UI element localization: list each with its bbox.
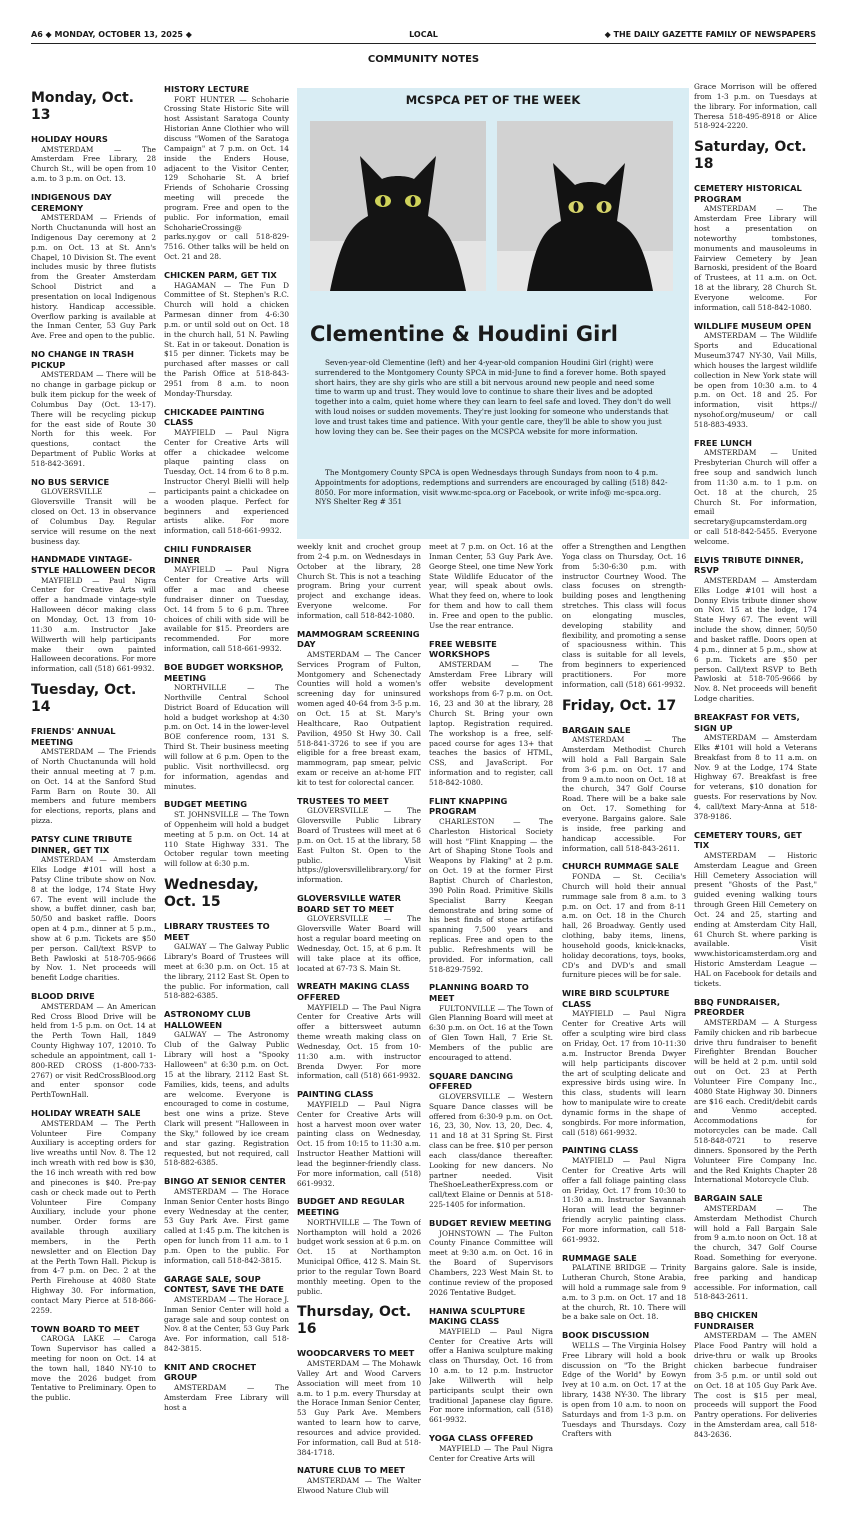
notice-heading: NATURE CLUB TO MEET [297, 1465, 405, 1476]
notice-body: AMSTERDAM — Historic Amsterdam League and Green Hill Cemetery Association will present "Ghosts of the Past," guided evening walking tours through Green Hill Cemetery on Oct. 24 and 25, starting and ending at Amsterdam City Hall, 61 Church St. where parking is available. Visit www.historicamsterdam.org and Historic Amsterdam League — HAL on Facebook for details and tickets. [694, 850, 817, 988]
notice-heading: GLOVERSVILLE WATER BOARD SET TO MEET [297, 893, 401, 914]
notice-item [31, 1324, 156, 1404]
notice-heading: WILDLIFE MUSEUM OPEN [694, 320, 812, 331]
notice-body: HAGAMAN — The Fun D Committee of St. Stephen's R.C. Church will hold a chicken Parmesan dinner from 4-6:30 p.m. or until sold out on Oct. 18 in the church hall, 51 N. Pawling St. Eat in or takeout. Donation is $15 per dinner. Tickets may be purchased after masses or call the Parish Office at 518-843-2951 from 8 a.m. to noon Monday-Thursday. [164, 280, 289, 398]
notice-body: JOHNSTOWN — The Fulton County Finance Committee will meet at 9:30 a.m. on Oct. 16 in the Board of Supervisors Chambers, 223 West Main St. to continue review of the proposed 2026 Tentative Budget. [429, 1228, 553, 1297]
pet-of-week-box [297, 88, 689, 539]
notice-item [429, 542, 553, 631]
column-1 [31, 84, 156, 1516]
notice-heading: BUDGET MEETING [164, 799, 248, 810]
notice-item [429, 1433, 553, 1463]
notice-item [164, 1176, 289, 1265]
notice-item [694, 1310, 817, 1439]
notice-heading: INDIGENOUS DAY CEREMONY [31, 191, 112, 213]
notice-item [429, 982, 553, 1062]
day-heading: Monday, Oct. 13 [31, 90, 134, 123]
notice-body: AMSTERDAM — The Friends of North Chuctanunda will hold their annual meeting at 7 p.m. on Oct. 14 at the Sanford Stud Farm Barn on Route 30. All members and future members for elections, reports, plans and pizza. [31, 747, 156, 826]
notice-heading: HISTORY LECTURE [164, 84, 250, 94]
notice-body: NORTHVILLE — The Town of Northampton will hold a 2026 budget work session at 6 p.m. on Oct. 15 at Northampton Municipal Office, 412 S. Main St. prior to the regular Town Board monthly meeting. Open to the public. [297, 1217, 421, 1296]
clementine-photo [310, 121, 486, 291]
notice-heading: CEMETERY HISTORICAL PROGRAM [694, 183, 802, 204]
notice-item [562, 542, 686, 690]
notice-item [297, 981, 421, 1081]
notice-body: AMSTERDAM — Amsterdam Elks Lodge #101 will host a Patsy Cline tribute show on Nov. 8 at the lodge, 174 State Hwy 67. The event will include the show, a buffet dinner, cash bar, 50/50 and basket raffle. Doors open at 4 p.m., dinner at 5 p.m., show at 6 p.m. Tickets are $50 per person. Call/text RSVP to Beth Pawloski at 518-705-9666 by Nov. 1. Net proceeds will benefit Lodge charities. [31, 855, 156, 983]
notice-body: AMSTERDAM — Amsterdam Elks #101 will hold a Veterans Breakfast from 8 to 11 a.m. on Nov. 9 at the Lodge, 174 State Highway 67. Breakfast is free for veterans, $10 donation for guests. For reservations by Nov. 4, call/text Mary-Anna at 518-378-9186. [694, 733, 817, 821]
notice-item [429, 639, 553, 788]
notice-body: AMSTERDAM — The Amsterdam Methodist Church will hold a Fall Bargain Sale from 3-6 p.m. on Oct. 17 and from 9 a.m.to noon on Oct. 18 at the church, 347 Golf Course Road. There will be a bake sale on Oct. 17. Something for everyone. Bargains galore. Sale is inside, free parking and handicap accessible. For information, call 518-843-2611. [562, 735, 686, 853]
notice-heading: CHICKEN PARM, GET TIX [164, 269, 277, 280]
notice-body: Grace Morrison will be offered from 1-3 p.m. on Tuesdays at the library. For information, call Theresa 518-495-8918 or Alice 518-924-2220. [694, 82, 817, 131]
notice-body: AMSTERDAM — An American Red Cross Blood Drive will be held from 1-5 p.m. on Oct. 14 at the Perth Town Hall, 1849 County Highway 107, 12010. To schedule an appointment, call 1-800-RED CROSS (1-800-733-2767) or visit RedCrossBlood.org and enter sponsor code PerthTownHall. [31, 1001, 156, 1100]
notice-body: AMSTERDAM — The Cancer Services Program of Fulton, Montgomery and Schenectady Counties will hold a women's screening day for uninsured women aged 40-64 from 3-5 p.m. on Oct. 15 at St. Mary's Healthcare, Rao Outpatient Pavilion, 4950 St Hwy 30. Call 518-841-3726 to see if you are eligible for a free breast exam, mammogram, pap smear, pelvic exam or receive an at-home FIT kit to test for colorectal cancer. [297, 649, 421, 787]
notice-heading: LIBRARY TRUSTEES TO MEET [164, 921, 270, 942]
notice-item [164, 407, 289, 536]
notice-item [164, 1362, 289, 1413]
notice-item [164, 84, 289, 262]
notice-item [429, 1306, 553, 1426]
notice-body: AMSTERDAM — The Mohawk Valley Art and Wood Carvers Association will meet from 10 a.m. to 1 p.m. every Thursday at the Horace Inman Senior Center, 53 Guy Park Ave. Members wanted to learn how to carve, resources and advice provided. For information, call Bud at 518-384-1718. [297, 1359, 421, 1457]
notice-heading: RUMMAGE SALE [562, 1252, 637, 1263]
notice-body: MAYFIELD — The Paul Nigra Center for Creative Arts will [429, 1443, 553, 1463]
notice-item [562, 1253, 686, 1323]
notice-heading: PLANNING BOARD TO MEET [429, 982, 529, 1004]
notice-item [429, 1218, 553, 1298]
notice-item [164, 544, 289, 654]
day-heading: Saturday, Oct. 18 [694, 139, 807, 173]
notice-heading: HOLIDAY WREATH SALE [31, 1108, 141, 1119]
notice-heading: BARGAIN SALE [562, 724, 631, 735]
notice-item [164, 799, 289, 869]
notice-item [31, 1108, 156, 1315]
notice-item [164, 270, 289, 399]
notice-body: MAYFIELD — Paul Nigra Center for Creative Arts will offer a sculpting wire bird class on Friday, Oct. 17 from 10-11:30 a.m. Instructor Brenda Dwyer will help participants discover the art of sculpting delicate and expressive birds using wire. In this class, students will learn how to manipulate wire to create dynamic forms in the shape of songbirds. For more information, call (518) 661-9932. [562, 1009, 686, 1137]
notice-body: GLOVERSVILLE — Western Square Dance classes will be offered from 6:30-9 p.m. on Oct. 16, 23, 30, Nov. 13, 20, Dec. 4, 11 and 18 at 31 Spring St. First class can be free. $10 per person each class/dance thereafter. Looking for new dancers. No partner needed. Visit TheShoeLeatherExpress.com or call/text Elaine or Dennis at 518-225-1405 for information. [429, 1091, 553, 1210]
notice-item [297, 1348, 421, 1457]
notice-heading: NO BUS SERVICE [31, 476, 110, 487]
notice-body: CHARLESTON — The Charleston Historical Society will host "Flint Knapping — the Art of Shaping Stone Tools and Weapons by Flaking" at 2 p.m. on Oct. 19 at the former First Baptist Church of Charleston, 390 Polin Road. Primitive Skills Specialist Barry Keegan demonstrate and bring some of his best finds of stone artifacts spanning 7,500 years and replicas. Free and open to the public. Refreshments will be provided. For information, call 518-829-7592. [429, 816, 553, 974]
notice-item [31, 349, 156, 469]
column-2 [164, 84, 289, 1516]
notice-heading: BREAKFAST FOR VETS, SIGN UP [694, 711, 800, 733]
notice-heading: BUDGET REVIEW MEETING [429, 1218, 552, 1228]
notice-heading: MAMMOGRAM SCREENING DAY [297, 628, 420, 650]
notice-item [31, 834, 156, 983]
notice-heading: FREE LUNCH [694, 437, 752, 448]
section-label: LOCAL [409, 30, 438, 39]
notice-heading: BUDGET AND REGULAR MEETING [297, 1196, 405, 1218]
notice-body: offer a Strengthen and Lengthen Yoga class on Thursday, Oct. 16 from 5:30-6:30 p.m. with instructor Courtney Wood. The class focuses on strength-building poses and lengthening stretches. This class will focus on elongating muscles, developing stability and flexibility, and promoting a sense of spaciousness within. This class is suitable for all levels, from beginners to experienced practitioners. For more information, call (518) 661-9932. [562, 542, 686, 689]
notice-item [31, 134, 156, 184]
notice-heading: BLOOD DRIVE [31, 991, 95, 1002]
notice-item [297, 1089, 421, 1188]
notice-heading: CHURCH RUMMAGE SALE [562, 861, 679, 872]
notice-item [297, 542, 421, 621]
notice-item [694, 438, 817, 547]
notice-body: AMSTERDAM — The Horace J. Inman Senior Center will hold a garage sale and soup contest on Nov. 8 at the Center, 53 Guy Park Ave. For information, call 518-842-3815. [164, 1294, 289, 1354]
page-folio: A6 ◆ MONDAY, OCTOBER 13, 2025 ◆ [31, 30, 192, 39]
day-heading: Wednesday, Oct. 15 [164, 877, 259, 911]
notice-item [694, 997, 817, 1186]
notice-heading: YOGA CLASS OFFERED [429, 1433, 534, 1444]
notice-heading: HANIWA SCULPTURE MAKING CLASS [429, 1305, 526, 1327]
notice-heading: GARAGE SALE, SOUP CONTEST, SAVE THE DATE [164, 1273, 284, 1295]
notice-body: AMSTERDAM — The Amsterdam Free Library will host a [164, 1383, 289, 1412]
day-heading: Thursday, Oct. 16 [297, 1304, 412, 1338]
notice-item [562, 861, 686, 980]
notice-body: WELLS — The Virginia Holsey Free Library will hold a book discussion on "To the Bright Edge of the World" by Eowyn Ivey at 10 a.m. on Oct. 17 at the library, 1438 NY-30. The library is open from 10 a.m. to noon on Saturdays and from 1-3 p.m. on Tuesdays and Thursdays. Cozy Crafters with [562, 1340, 686, 1439]
notice-body: CAROGA LAKE — Caroga Town Supervisor has called a meeting for noon on Oct. 14 at the town hall, 1840 NY-10 to move the 2026 budget from Tentative to Preliminary. Open to the public. [31, 1334, 156, 1403]
notice-heading: ELVIS TRIBUTE DINNER, RSVP [694, 554, 804, 576]
notice-heading: CHILI FUNDRAISER DINNER [164, 544, 252, 565]
notice-heading: BBQ FUNDRAISER, PREORDER [694, 996, 781, 1018]
notice-heading: PAINTING CLASS [562, 1145, 639, 1156]
notice-item [164, 921, 289, 1001]
notice-body: AMSTERDAM — The Amsterdam Free Library will offer website development workshops from 6-7 p.m. on Oct. 16, 23 and 30 at the library, 28 Church St. Bring your own laptop. Registration required. The workshop is a free, self-paced course for ages 13+ that teaches the basics of HTML, CSS, and JavaScript. For information and to register, call 518-842-1080. [429, 659, 553, 787]
notice-heading: WOODCARVERS TO MEET [297, 1348, 415, 1359]
notice-heading: PAINTING CLASS [297, 1089, 374, 1100]
publication-name: ◆ THE DAILY GAZETTE FAMILY OF NEWSPAPERS [604, 30, 816, 39]
notice-body: AMSTERDAM — The Amsterdam Free Library will host a presentation on noteworthy tombstones, monuments and mausoleums in Fairview Cemetery by Jean Barnoski, president of the Board of Trustees, at 11 a.m. on Oct. 18 at the library, 28 Church St. Everyone welcome. For information, call 518-842-1080. [694, 204, 817, 312]
notice-body: GLOVERSVILLE — Gloversville Transit will be closed on Oct. 13 in observance of Columbus Day. Regular service will resume on the next business day. [31, 487, 156, 546]
notice-body: MAYFIELD — Paul Nigra Center for Creative Arts will offer a mac and cheese fundraiser dinner on Tuesday, Oct. 14 from 5 to 6 p.m. Three choices of chili with side will be available for $15. Preorders are recommended. For more information, call 518-661-9932. [164, 565, 289, 654]
notice-item [31, 726, 156, 826]
notice-heading: NO CHANGE IN TRASH PICKUP [31, 349, 134, 370]
notice-body: NORTHVILLE — The Northville Central School District Board of Education will hold a budget workshop at 4:30 p.m. on Oct. 14 in the lower-level BOE conference room, 131 S. Third St. Their business meeting will follow at 6 p.m. Open to the public. Visit northvillecsd. org for information, agendas and minutes. [164, 683, 289, 791]
notice-body: AMSTERDAM — The Walter Elwood Nature Club will [297, 1476, 421, 1495]
notice-body: MAYFIELD — Paul Nigra Center for Creative Arts will offer a handmade vintage-style Halloween décor making class on Monday, Oct. 13 from 10-11:30 a.m. Instructor Jake Willwerth will help participants make their own painted Halloween decorations. For more information, call (518) 661-9932. [31, 575, 156, 674]
notice-body: AMSTERDAM — The AMEN Place Food Pantry will hold a drive-thru or walk up Brooks chicken barbecue fundraiser from 3-5 p.m. or until sold out on Oct. 18 at 105 Guy Park Ave. The cost is $15 per meal, proceeds will support the Food Pantry operations. For deliveries in the Amsterdam area, call 518-843-2636. [694, 1331, 817, 1439]
notice-body: MAYFIELD — Paul Nigra Center for Creative Arts will host a harvest moon over water painting class on Wednesday, Oct. 15 from 10:15 to 11:30 a.m. Instructor Heather Mattioni will lead the beginner-friendly class. For more information, call (518) 661-9932. [297, 1099, 421, 1188]
notice-body: AMSTERDAM — A Sturgess Family chicken and rib barbecue drive thru fundraiser to benefit Firefighter Brendan Boucher will be held at 2 p.m. until sold out on Oct. 23 at Perth Volunteer Fire Company Inc., 4080 State Highway 30. Dinners are $16 each. Credit/debit cards and Venmo accepted. Accommodations for motorcycles can be made. Call 518-848-0721 to reserve dinners. Sponsored by the Perth Volunteer Fire Company Inc. and the Red Knights Chapter 28 International Motorcycle Club. [694, 1017, 817, 1185]
notice-item [297, 629, 421, 788]
houdini-girl-photo [497, 121, 673, 291]
notice-item [562, 1330, 686, 1439]
notice-heading: FREE WEBSITE WORKSHOPS [429, 638, 497, 660]
notice-item [297, 1196, 421, 1296]
notice-heading: WREATH MAKING CLASS OFFERED [297, 981, 410, 1002]
day-heading: Friday, Oct. 17 [562, 697, 677, 714]
notice-heading: CEMETERY TOURS, GET TIX [694, 829, 802, 851]
notice-body: FORT HUNTER — Schoharie Crossing State Historic Site will host Assistant Saratoga County Historian Anne Clothier who will discuss "Women of the Saratoga Campaign" at 7 p.m. on Oct. 14 inside the Enders House, adjacent to the Visitor Center, 129 Schoharie St. A brief Friends of Schoharie Crossing meeting will precede the program. Free and open to the public. For information, email SchoharieCrossing@ parks.ny.gov or call 518-829-7516. Other talks will be held on Oct. 21 and 28. [164, 94, 289, 262]
notice-item [694, 830, 817, 989]
notice-body: MAYFIELD — Paul Nigra Center for Creative Arts will offer a chickadee welcome plaque painting class on Tuesday, Oct. 14 from 6 to 8 p.m. Instructor Cheryl Bielli will help participants paint a chickadee on a wooden plaque. Perfect for beginners and experienced artists alike. For more information, call 518-661-9932. [164, 427, 289, 536]
notice-heading: BOE BUDGET WORKSHOP, MEETING [164, 661, 284, 683]
notice-item [694, 183, 817, 312]
notice-heading: FRIENDS' ANNUAL MEETING [31, 726, 116, 747]
notice-body: MAYFIELD — The Paul Nigra Center for Creative Arts will offer a bittersweet autumn theme wreath making class on Wednesday, Oct. 15 from 10-11:30 a.m. with instructor Brenda Dwyer. For more information, call (518) 661-9932. [297, 1002, 421, 1081]
notice-heading: CHICKADEE PAINTING CLASS [164, 406, 265, 428]
notice-body: AMSTERDAM — United Presbyterian Church will offer a free soup and sandwich lunch from 11:30 a.m. to 1 p.m. on Oct. 18 at the church, 25 Church St. For information, email secretary@upcamsterdam.org or call 518-842-5455. Everyone welcome. [694, 448, 817, 546]
notice-item [297, 1465, 421, 1495]
shelter-info: The Montgomery County SPCA is open Wednesdays through Sundays from noon to 4 p.m. Appointments for adoptions, redemptions and surrenders are encouraged by calling (518) 842-8050. For more information, visit www.mc-spca.org or Facebook, or write info@ mc-spca.org. NYS Shelter Reg # 351 [315, 468, 668, 507]
notice-item [31, 192, 156, 341]
notice-item [31, 477, 156, 547]
notice-body: AMSTERDAM — The Amsterdam Methodist Church will hold a Fall Bargain Sale from 9 a.m.to noon on Oct. 18 at the church, 347 Golf Course Road. Something for everyone. Bargains galore. Sale is inside, free parking and handicap accessible. For information, call 518-843-2611. [694, 1203, 817, 1302]
notice-body: MAYFIELD — Paul Nigra Center for Creative Arts will offer a fall foliage painting class on Friday, Oct. 17 from 10:30 to 11:30 a.m. Instructor Savannah Horan will lead the beginner-friendly acrylic painting class. For more information, call 518-661-9932. [562, 1156, 686, 1244]
notice-item [31, 554, 156, 674]
notice-heading: TOWN BOARD TO MEET [31, 1323, 140, 1334]
notice-item [31, 991, 156, 1100]
column-3 [297, 542, 421, 1516]
notice-heading: BINGO AT SENIOR CENTER [164, 1176, 286, 1187]
notice-item [297, 796, 421, 885]
page-header [31, 28, 816, 44]
pet-of-week-banner: MCSPCA PET OF THE WEEK [405, 93, 581, 107]
notice-body: MAYFIELD — Paul Nigra Center for Creative Arts will offer a Haniwa sculpture making class on Thursday, Oct. 16 from 10 a.m. to 12 p.m. Instructor Jake Willwerth will help participants sculpt their own traditional Japanese clay figure. For more information, call (518) 661-9932. [429, 1326, 553, 1425]
community-notes-title: COMMUNITY NOTES [367, 54, 480, 65]
notice-body: GALWAY — The Galway Public Library's Board of Trustees will meet at 6:30 p.m. on Oct. 15 at the library, 2112 East St. Open to the public. For information, call 518-882-6385. [164, 942, 289, 1001]
notice-body: AMSTERDAM — The Amsterdam Free Library, 28 Church St., will be open from 10 a.m. to 3 p.m. on Oct. 13. [31, 144, 156, 184]
notice-heading: BOOK DISCUSSION [562, 1330, 650, 1341]
notice-heading: BARGAIN SALE [694, 1193, 763, 1204]
notice-item [164, 662, 289, 791]
notice-item [297, 893, 421, 973]
notice-heading: TRUSTEES TO MEET [297, 795, 389, 806]
notice-item [694, 321, 817, 430]
notice-heading: WIRE BIRD SCULPTURE CLASS [562, 988, 670, 1009]
column-5 [562, 542, 686, 1516]
notice-heading: SQUARE DANCING OFFERED [429, 1070, 514, 1092]
notice-item [694, 712, 817, 822]
notice-item [562, 988, 686, 1137]
notice-body: PALATINE BRIDGE — Trinity Lutheran Church, Stone Arabia, will hold a rummage sale from 9 a.m. to 3 p.m. on Oct. 17 and 18 at the church, Rt. 10. There will be a bake sale on Oct. 18. [562, 1263, 686, 1322]
notice-body: AMSTERDAM — Amsterdam Elks Lodge #101 will host a Donny Elvis tribute dinner show on Nov. 15 at the lodge, 174 State Hwy 67. The event will include the show, dinner, 50/50 and basket raffle. Doors open at 4 p.m., dinner at 5 p.m., show at 6 p.m. Tickets are $50 per person. Call/text RSVP to Beth Pawloski at 518-705-9666 by Nov. 8. Net proceeds will benefit Lodge charities. [694, 575, 817, 704]
notice-body: GLOVERSVILLE — The Gloversville Public Library Board of Trustees will meet at 6 p.m. on Oct. 15 at the library, 58 East Fulton St. Open to the public. Visit https://gloversvillelibrary.org/ for information. [297, 806, 421, 885]
notice-heading: HOLIDAY HOURS [31, 134, 108, 144]
notice-body: GALWAY — The Astronomy Club of the Galway Public Library will host a "Spooky Halloween" at 6:30 p.m. on Oct. 15 at the library, 2112 East St. Families, kids, teens, and adults are welcome. Everyone is encouraged to come in costume, best one wins a prize. Steve Clark will present "Halloween in the Sky," followed by ice cream and star gazing. Registration requested, but not required, call 518-882-6385. [164, 1030, 289, 1168]
notice-body: AMSTERDAM — There will be no change in garbage pickup or bulk item pickup for the week of Columbus Day (Oct. 13-17). There will be recycling pickup for the east side of Route 30 North for this week. For questions, contact the Department of Public Works at 518-842-3691. [31, 370, 156, 468]
notice-body: ST. JOHNSVILLE — The Town of Oppenheim will hold a budget meeting at 5 p.m. on Oct. 14 at 110 State Highway 331. The October regular town meeting will follow at 6:30 p.m. [164, 809, 289, 869]
notice-item [429, 796, 553, 975]
notice-heading: BBQ CHICKEN FUNDRAISER [694, 1310, 758, 1331]
notice-item [562, 725, 686, 854]
notice-item [429, 1071, 553, 1210]
notice-body: GLOVERSVILLE — The Gloversville Water Board will host a regular board meeting on Wednesday, Oct. 15, at 6 p.m. It will take place at its office, located at 67-73 S. Main St. [297, 914, 421, 973]
notice-item [164, 1274, 289, 1354]
pet-names-headline: Clementine & Houdini Girl [310, 322, 618, 346]
notice-body: meet at 7 p.m. on Oct. 16 at the Inman Center, 53 Guy Park Ave. George Steel, one time New York State Wildlife Educator of the year, will speak about owls. What they feed on, where to look for them and how to call them in. Free and open to the public. Use the rear entrance. [429, 542, 553, 630]
notice-item [694, 82, 817, 131]
notice-heading: ASTRONOMY CLUB HALLOWEEN [164, 1009, 251, 1030]
notice-item [562, 1145, 686, 1244]
pet-description: Seven-year-old Clementine (left) and her 4-year-old companion Houdini Girl (right) were surrendered to the Montgomery County SPCA in mid-June to find a forever home. Both spayed short hairs, they are shy girls who are still a bit nervous around new people and need some time to warm up and trust. They would love to continue to share their lives and be adopted together into a calm, quiet home where they can learn to feel safe and loved. They don't do well with loud noises or sudden movements. They're just looking for someone who understands that love and trust takes time and patience. With your gentle care, they'll be able to show you just how loving they can be. See their pages on the MCSPCA website for more information. [315, 358, 671, 436]
notice-heading: FLINT KNAPPING PROGRAM [429, 795, 508, 817]
notice-heading: HANDMADE VINTAGE-STYLE HALLOWEEN DECOR [31, 554, 156, 575]
day-heading: Tuesday, Oct. 14 [31, 682, 137, 716]
notice-body: FONDA — St. Cecilia's Church will hold their annual rummage sale from 8 a.m. to 3 p.m. on Oct. 17 and from 8-11 a.m. on Oct. 18 in the Church hall, 26 Broadway. Gently used clothing, baby items, linens, household goods, knick-knacks, holiday decorations, toys, books, CD's and DVD's and small furniture pieces will be for sale. [562, 871, 686, 980]
column-6 [694, 82, 817, 1516]
notice-body: AMSTERDAM — Friends of North Chuctanunda will host an Indigenous Day ceremony at 2 p.m. on Oct. 13 at St. Ann's Chapel, 10 Division St. The event includes music by three flutists from the Greater Amsterdam School District and a presentation on local Indigenous history. Handicap accessible. Overflow parking is available at the Inman Center, 53 Guy Park Ave. Free and open to the public. [31, 213, 156, 341]
notice-item [694, 555, 817, 704]
notice-body: AMSTERDAM — The Wildlife Sports and Educational Museum3747 NY-30, Vail Mills, which houses the largest wildlife collection in New York state will be open from 10:30 a.m. to 4 p.m. on Oct. 18 and 25. For information, visit https:// nysohof.org/museum/ or call 518-883-4933. [694, 331, 817, 429]
notice-item [164, 1009, 289, 1168]
column-4 [429, 542, 553, 1516]
notice-body: FULTONVILLE — The Town of Glen Planning Board will meet at 6:30 p.m. on Oct. 16 at the Town of Glen Town Hall, 7 Erie St. Members of the public are encouraged to attend. [429, 1003, 553, 1062]
notice-heading: PATSY CLINE TRIBUTE DINNER, GET TIX [31, 833, 133, 855]
notice-item [694, 1193, 817, 1302]
notice-body: AMSTERDAM — The Horace Inman Senior Center hosts Bingo every Wednesday at the center, 53 Guy Park Ave. First game called at 1:45 p.m. The kitchen is open for lunch from 11 a.m. to 1 p.m. Open to the public. For information, call 518-842-3815. [164, 1186, 289, 1265]
notice-heading: KNIT AND CROCHET GROUP [164, 1361, 257, 1383]
notice-body: AMSTERDAM — The Perth Volunteer Fire Company Auxiliary is accepting orders for live wreaths until Nov. 8. The 12 inch wreath with red bow is $30, the 16 inch wreath with red bow and pinecones is $40. Pre-pay cash or check made out to Perth Volunteer Fire Company Auxiliary, include your phone number. Order forms are available through auxiliary members, in the Perth newsletter and on Election Day at the Perth Town Hall. Pickup is from 4-7 p.m. on Dec. 2 at the Perth Firehouse at 4080 State Highway 30. For information, contact Mary Pierce at 518-866-2259. [31, 1118, 156, 1315]
notice-body: weekly knit and crochet group from 2-4 p.m. on Wednesdays in October at the library, 28 Church St. This is not a teaching program. Bring your current project and exchange ideas. Everyone welcome. For information, call 518-842-1080. [297, 542, 421, 620]
